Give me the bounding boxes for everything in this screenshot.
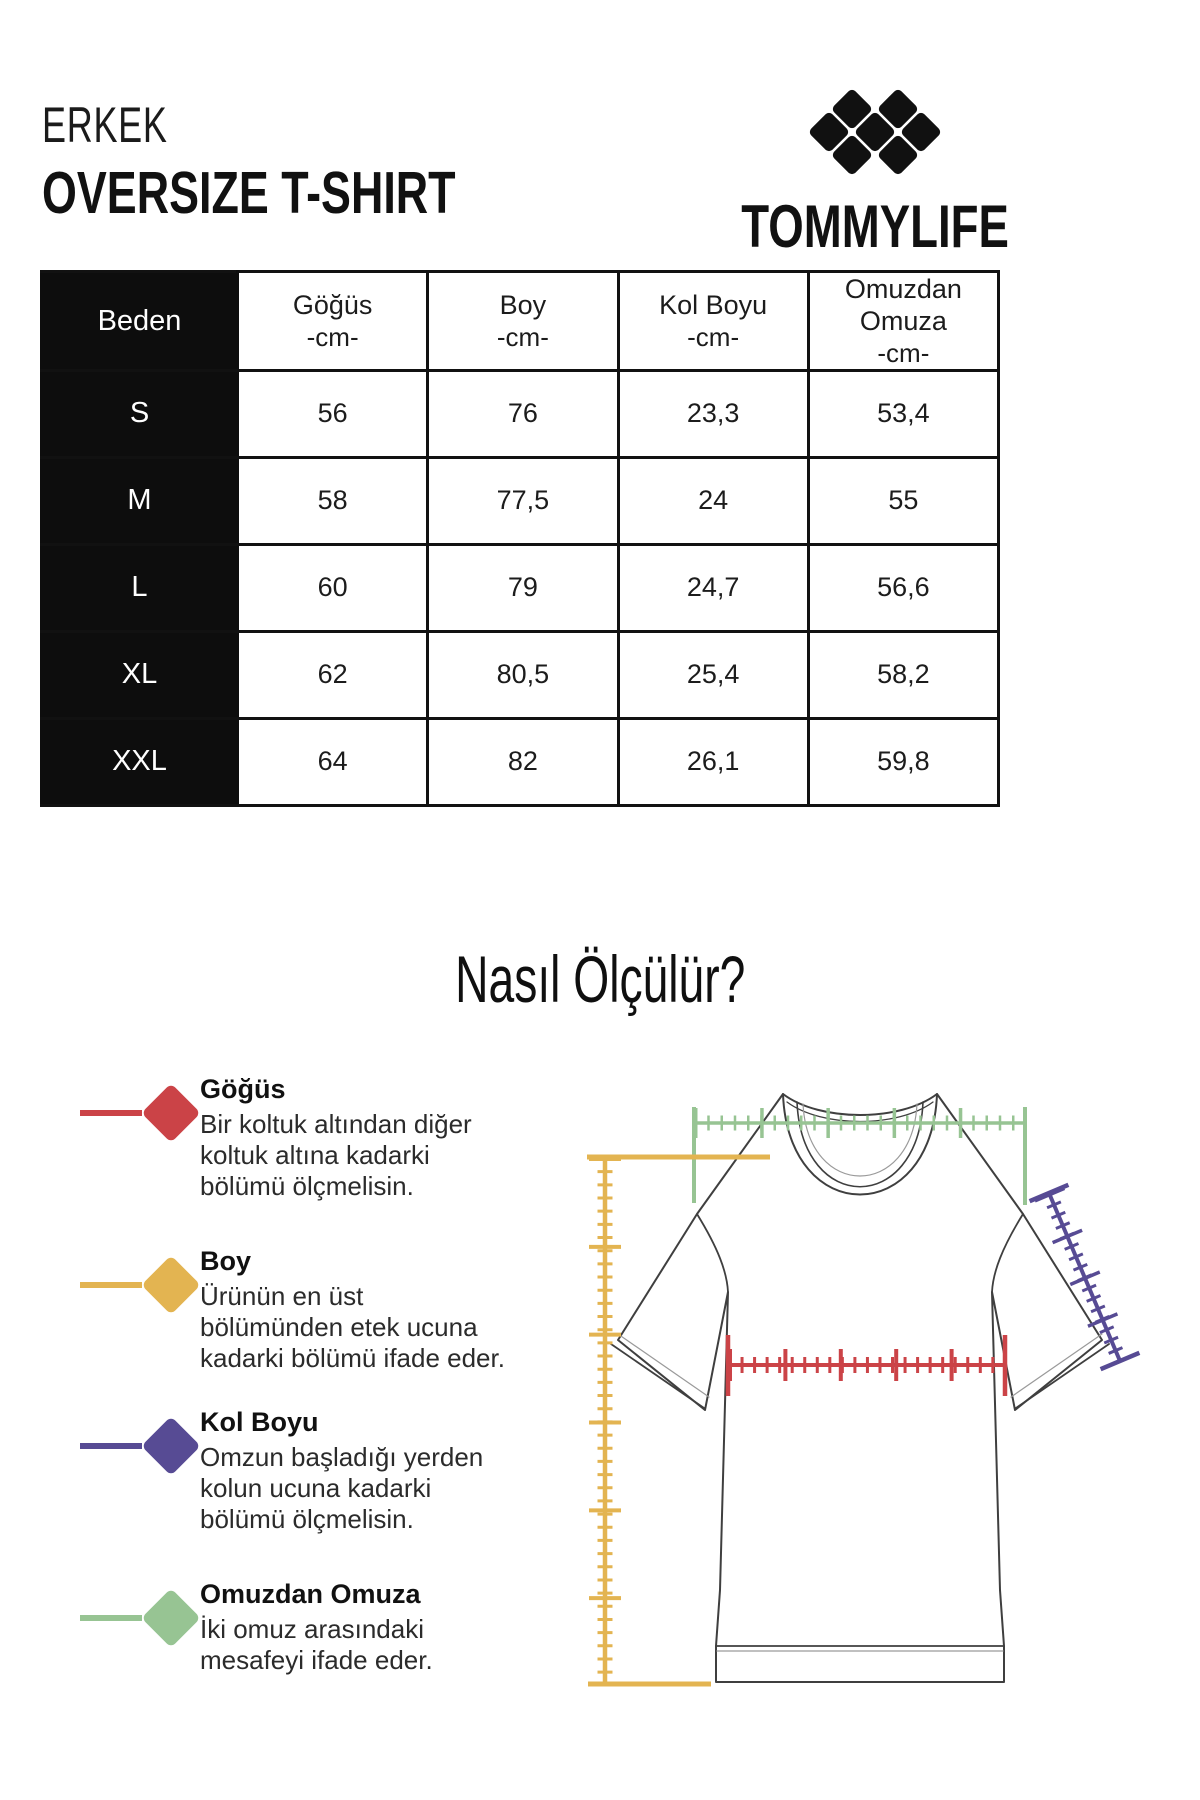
brand-name: TOMMYLIFE bbox=[741, 193, 1009, 260]
brand-logo-icon bbox=[800, 84, 950, 185]
table-row-xxl: XXL 64 82 26,1 59,8 bbox=[42, 718, 999, 805]
table-row-m: M 58 77,5 24 55 bbox=[42, 457, 999, 544]
tshirt-measure-diagram bbox=[500, 990, 1200, 1755]
table-row-xl: XL 62 80,5 25,4 58,2 bbox=[42, 631, 999, 718]
col-header-kol-boyu: Kol Boyu -cm- bbox=[618, 272, 808, 371]
size-table-header-row bbox=[42, 272, 999, 371]
measure-description: Omzun başladığı yerden kolun ucuna kadarki bölümü ölçmelisin. bbox=[200, 1442, 484, 1534]
tshirt-outline bbox=[611, 1094, 1109, 1682]
header-brand bbox=[740, 84, 1010, 260]
measure-name: Göğüs bbox=[200, 1074, 286, 1104]
category-title: ERKEK bbox=[42, 97, 168, 153]
measure-description: İki omuz arasındaki mesafeyi ifade eder. bbox=[200, 1614, 433, 1675]
header-left bbox=[42, 97, 586, 226]
diamond-marker-icon bbox=[78, 1583, 200, 1658]
table-row-l: L 60 79 24,7 56,6 bbox=[42, 544, 999, 631]
diamond-marker-icon bbox=[78, 1250, 200, 1325]
table-row-s: S 56 76 23,3 53,4 bbox=[42, 370, 999, 457]
size-table bbox=[40, 270, 1000, 807]
diamond-marker-icon bbox=[78, 1078, 200, 1153]
col-header-boy: Boy -cm- bbox=[428, 272, 618, 371]
measure-name: Omuzdan Omuza bbox=[200, 1579, 421, 1609]
measure-item-gogus bbox=[78, 1072, 508, 1202]
measure-description: Ürünün en üst bölümünden etek ucuna kadarki bölümü ifade eder. bbox=[200, 1281, 505, 1373]
measure-item-boy bbox=[78, 1244, 508, 1374]
col-header-gogus: Göğüs -cm- bbox=[238, 272, 428, 371]
measure-description: Bir koltuk altından diğer koltuk altına kadarki bölümü ölçmelisin. bbox=[200, 1109, 472, 1201]
measure-name: Boy bbox=[200, 1246, 252, 1276]
measure-item-kol-boyu bbox=[78, 1405, 508, 1535]
section-title: Nasıl Ölçülür? bbox=[454, 942, 746, 1016]
product-title: OVERSIZE T-SHIRT bbox=[42, 160, 456, 226]
col-header-beden: Beden bbox=[42, 272, 238, 371]
measure-name: Kol Boyu bbox=[200, 1407, 319, 1437]
col-header-omuzdan-omuza: Omuzdan Omuza -cm- bbox=[808, 272, 998, 371]
diamond-marker-icon bbox=[78, 1411, 200, 1486]
measure-item-omuzdan-omuza bbox=[78, 1577, 508, 1676]
